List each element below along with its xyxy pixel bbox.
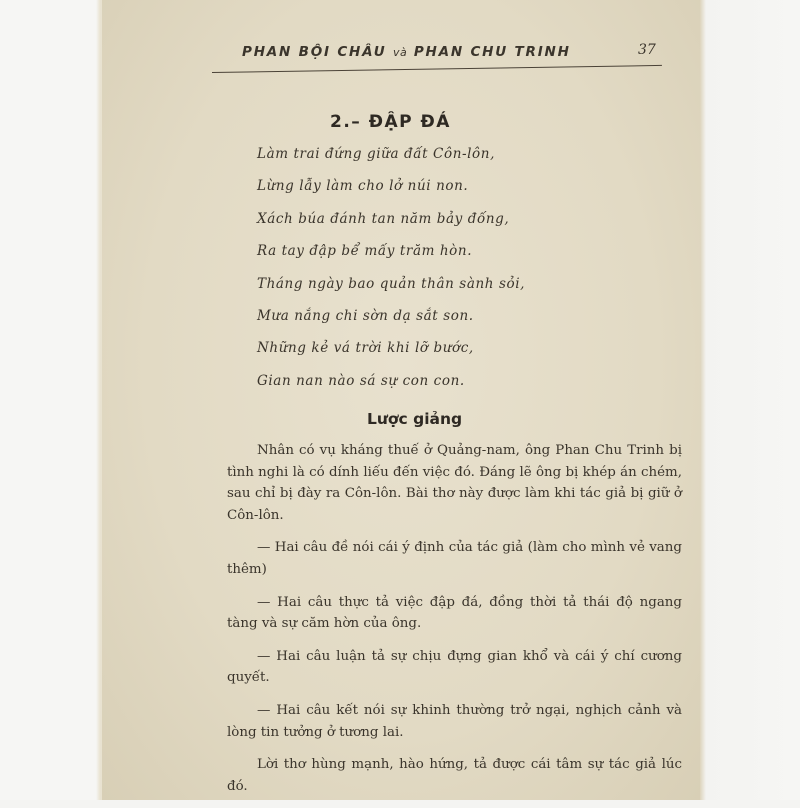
commentary-paragraph: — Hai câu kết nói sự khinh thường trở ngại, nghịch cảnh và lòng tin tưởng ở tương lai. bbox=[227, 702, 682, 740]
header-rule bbox=[212, 65, 662, 73]
commentary-paragraph: — Hai câu thực tả việc đập đá, đồng thời tả thái độ ngang tàng và sự căm hờn của ông. bbox=[227, 594, 682, 632]
poem-line: Mưa nắng chi sờn dạ sắt son. bbox=[257, 307, 474, 324]
poem-line: Xách búa đánh tan năm bảy đống, bbox=[257, 210, 510, 227]
commentary-paragraph: Lời thơ hùng mạnh, hào hứng, tả được cái tâm sự tác giả lúc đó. bbox=[227, 757, 682, 794]
poem-line: Những kẻ vá trời khi lỡ bước, bbox=[257, 340, 474, 357]
poem-body bbox=[257, 146, 525, 405]
commentary-heading: Lược giảng bbox=[367, 410, 463, 428]
running-head bbox=[242, 44, 662, 60]
poem-line: Ra tay đập bể mấy trăm hòn. bbox=[257, 243, 473, 260]
commentary-paragraph: — Hai câu luận tả sự chịu đựng gian khổ và cái ý chí cương quyết. bbox=[227, 648, 682, 686]
poem-line: Tháng ngày bao quản thân sành sỏi, bbox=[257, 275, 526, 292]
page-number: 37 bbox=[638, 42, 656, 58]
book-page bbox=[102, 0, 700, 800]
running-title-second: PHAN CHU TRINH bbox=[413, 44, 571, 60]
commentary-body bbox=[227, 440, 682, 808]
commentary-paragraph: — Hai câu đề nói cái ý định của tác giả (làm cho mình vẻ vang thêm) bbox=[227, 540, 682, 577]
poem-line: Lừng lẫy làm cho lở núi non. bbox=[257, 178, 469, 195]
commentary-paragraph: Nhân có vụ kháng thuế ở Quảng-nam, ông Phan Chu Trinh bị tình nghi là có dính liếu đến việc đó. Đáng lẽ ông bị khép án chém, sau chỉ bị đày ra Côn-lôn. Bài thơ này được làm khi tác giả bị giữ ở Côn-lôn. bbox=[227, 443, 682, 523]
running-title-first: PHAN BỘI CHÂU bbox=[242, 44, 387, 60]
poem-title: 2.– ĐẬP ĐÁ bbox=[330, 112, 451, 132]
poem-line: Làm trai đứng giữa đất Côn-lôn, bbox=[257, 146, 495, 162]
poem-line: Gian nan nào sá sự con con. bbox=[257, 372, 465, 389]
running-title-conjunction: và bbox=[393, 46, 408, 59]
